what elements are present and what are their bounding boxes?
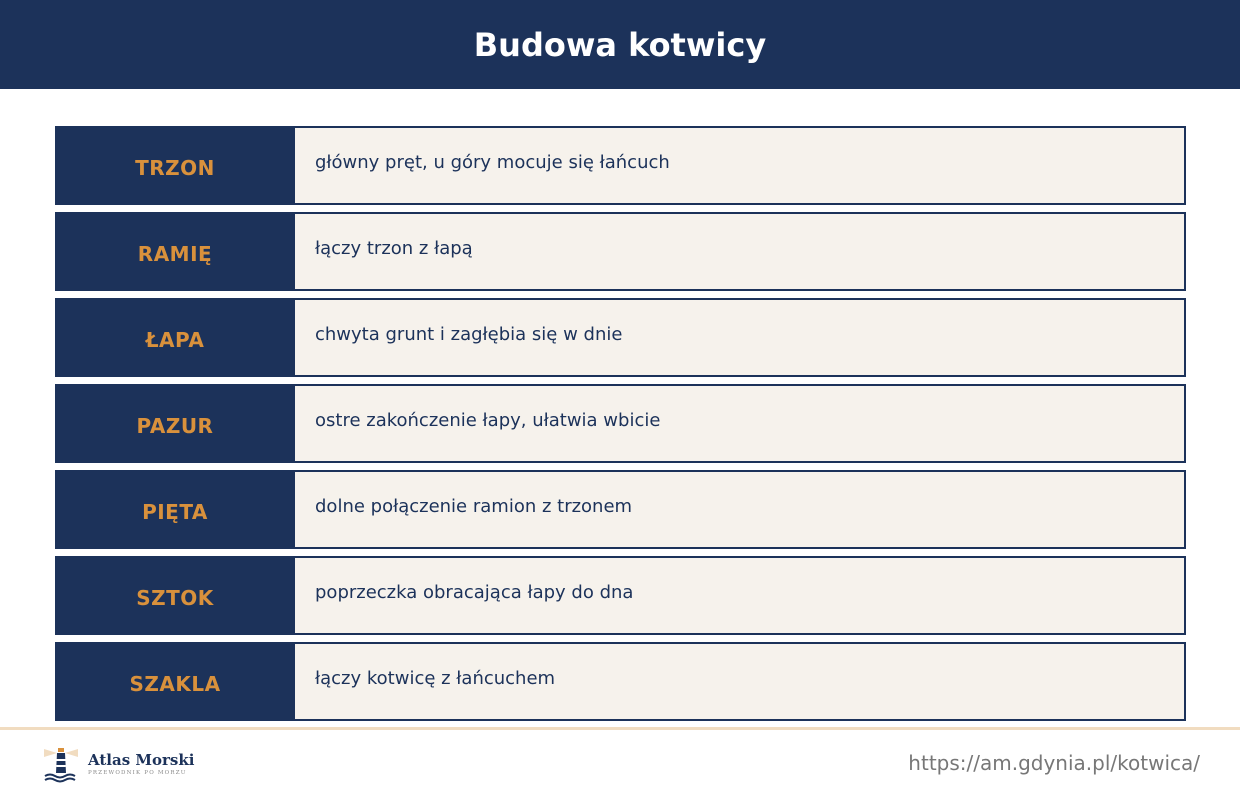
part-definition: łączy kotwicę z łańcuchem <box>295 642 1186 721</box>
part-term-cell <box>55 384 295 463</box>
part-term-cell <box>55 470 295 549</box>
part-term: PAZUR <box>136 413 214 438</box>
part-term-cell <box>55 212 295 291</box>
part-term-cell <box>55 126 295 205</box>
lighthouse-icon <box>42 745 80 783</box>
part-definition: chwyta grunt i zagłębia się w dnie <box>295 298 1186 377</box>
part-term: TRZON <box>135 155 215 180</box>
footer-divider <box>0 727 1240 730</box>
logo-text <box>88 752 194 776</box>
part-term-cell <box>55 642 295 721</box>
table-row <box>55 642 1186 721</box>
table-row <box>55 470 1186 549</box>
page-title: Budowa kotwicy <box>473 25 767 64</box>
page-header <box>0 0 1240 89</box>
part-term-cell <box>55 556 295 635</box>
table-row <box>55 212 1186 291</box>
table-row <box>55 384 1186 463</box>
logo-name: Atlas Morski <box>88 751 195 769</box>
part-definition: główny pręt, u góry mocuje się łańcuch <box>295 126 1186 205</box>
part-term: ŁAPA <box>145 327 205 352</box>
table-row <box>55 298 1186 377</box>
parts-table <box>55 126 1186 728</box>
part-term: PIĘTA <box>142 499 208 524</box>
logo-tagline: PRZEWODNIK PO MORZU <box>88 770 187 776</box>
table-row <box>55 126 1186 205</box>
part-definition: ostre zakończenie łapy, ułatwia wbicie <box>295 384 1186 463</box>
table-row <box>55 556 1186 635</box>
part-definition: łączy trzon z łapą <box>295 212 1186 291</box>
part-term: RAMIĘ <box>137 241 213 266</box>
brand-logo <box>42 744 202 784</box>
source-url[interactable]: https://am.gdynia.pl/kotwica/ <box>908 751 1200 775</box>
part-term: SZAKLA <box>129 671 221 696</box>
part-term: SZTOK <box>136 585 214 610</box>
part-definition: poprzeczka obracająca łapy do dna <box>295 556 1186 635</box>
part-definition: dolne połączenie ramion z trzonem <box>295 470 1186 549</box>
part-term-cell <box>55 298 295 377</box>
